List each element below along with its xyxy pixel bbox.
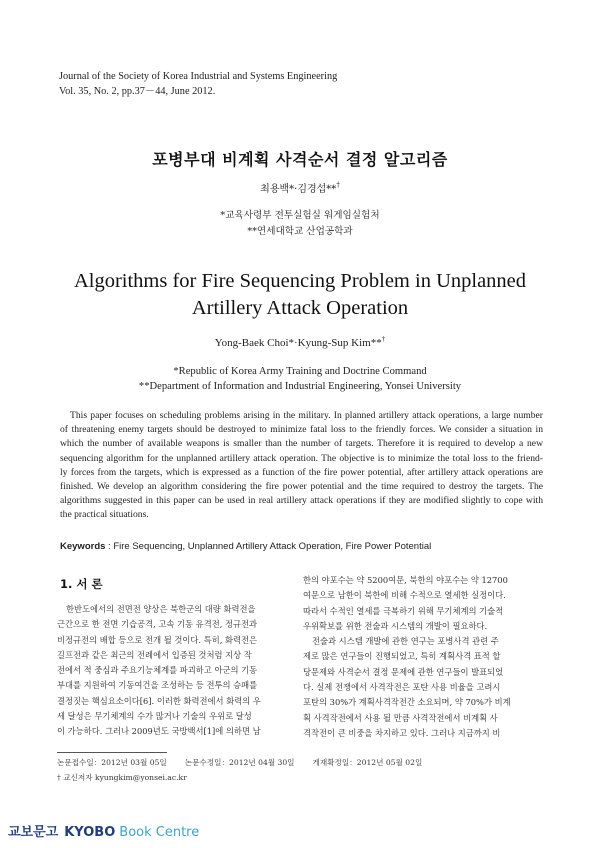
- body-line: 비정규전의 배합 등으로 전개 될 것이다. 특히, 화력전은: [57, 634, 258, 645]
- section-heading: 1. 서 론: [60, 577, 103, 591]
- abstract: [60, 409, 543, 523]
- body-line: 당문제와 사격순서 결정 문제에 관한 연구들이 발표되었: [303, 666, 504, 677]
- english-affiliations: [0, 364, 600, 394]
- korean-affiliation-2: **연세대학교 산업공학과: [247, 226, 353, 237]
- abstract-line: ly forces from the targets, which is expressed as a function of the fire power potential, after artillery attack operations are: [60, 466, 543, 478]
- body-line: 우위확보를 위한 전술과 시스템의 개발이 필요하다.: [303, 620, 488, 631]
- body-line: 근간으로 한 전면 기습공격, 고속 기동 유격전, 정규전과: [57, 619, 258, 630]
- english-title: [0, 268, 600, 322]
- body-line: 다. 실제 전쟁에서 사격작전은 포탄 사용 비율을 고려시: [303, 682, 501, 693]
- abstract-line: which the number of available weapons is smaller than the number of targets. Therefore it is required to develop a new: [60, 438, 543, 450]
- abstract-line: of threatening enemy targets should be destroyed to minimize fatal loss to the friendly forces. We consider a situation in: [60, 424, 543, 436]
- abstract-line: sequencing algorithm for the unplanned artillery attack operation. The objective is to minimize the total loss to the friend-: [60, 452, 543, 464]
- body-line: 부대를 지원하여 기동여건을 조성하는 등 전투의 승패를: [57, 680, 258, 691]
- body-line: 결정짓는 핵심요소이다[6]. 이러한 화력전에서 화력의 우: [57, 695, 261, 706]
- body-line: 세 달성은 무기체계의 수가 많거나 기술의 우위로 달성: [57, 711, 252, 722]
- abstract-line: algorithms suggested in this paper can be used in real artillery attack operations if they are modified slightly to cope with: [60, 495, 543, 507]
- english-authors: [0, 337, 600, 349]
- body-line: 따라서 수적인 열세를 극복하기 위해 무기체계의 기술적: [303, 605, 504, 616]
- body-line: 전에서 적 중심과 주요기능체계를 파괴하고 아군의 기동: [57, 665, 258, 676]
- english-author-names: Yong-Baek Choi*·Kyung-Sup Kim**: [214, 337, 382, 349]
- body-line: 격작전이 큰 비중을 차지하고 있다. 그러나 지금까지 비: [303, 727, 501, 738]
- korean-author-names: 최용백*·김경섭**: [260, 184, 337, 195]
- english-affiliation-1: *Republic of Korea Army Training and Doctrine Command: [173, 366, 427, 377]
- body-line: 제로 많은 연구들이 진행되었고, 특히 계획사격 표적 할: [303, 651, 501, 662]
- body-line: 길프전과 같은 최근의 전례에서 입증된 것처럼 지상 작: [57, 649, 252, 660]
- body-line: 전술과 시스템 개발에 관한 연구는 포병사격 관련 주: [312, 636, 499, 647]
- journal-volume: Vol. 35, No. 2, pp.37－44, June 2012.: [59, 85, 216, 97]
- abstract-line: finished. We develop an algorithm considering the fire power potential and the time required to destroy the targets. The: [60, 481, 543, 493]
- keywords-text: : Fire Sequencing, Unplanned Artillery Attack Operation, Fire Power Potential: [108, 541, 432, 552]
- journal-name: Journal of the Society of Korea Industrial and Systems Engineering: [59, 71, 338, 82]
- body-line: 포탄의 30%가 계획사격작전간 소요되며, 약 70%가 비계: [303, 697, 511, 708]
- keywords-label: Keywords: [60, 541, 106, 552]
- kyobo-logo: [8, 821, 199, 840]
- abstract-line: This paper focuses on scheduling problems arising in the military. In planned artillery attack operations, a large number: [70, 410, 543, 421]
- body-line: 여문으로 남한이 북한에 비해 수적으로 열세한 실정이다.: [303, 590, 506, 601]
- logo-kyobo: KYOBO: [64, 825, 116, 840]
- english-affiliation-2: **Department of Information and Industrial Engineering, Yonsei University: [138, 381, 462, 392]
- body-line: 한의 야포수는 약 5200여문, 북한의 야포수는 약 12700: [303, 575, 508, 585]
- logo-bookcentre: Book Centre: [119, 825, 200, 840]
- footnote-dates: [57, 757, 440, 768]
- body-line: 이 가능하다. 그러나 2009년도 국방백서[1]에 의하면 남: [57, 726, 261, 737]
- body-line: 획 사격작전에서 사용 될 만큼 사격작전에서 비계획 사: [303, 712, 498, 723]
- footnote-corresponding: † 교신저자 kyungkim@yonsei.ac.kr: [57, 773, 187, 782]
- abstract-line: the practical situations.: [60, 509, 149, 521]
- body-column-right: [303, 573, 551, 741]
- english-title-line-2: Artillery Attack Operation: [191, 297, 409, 319]
- accepted-date: 게재확정일：2012년 05월 02일: [312, 758, 423, 767]
- received-date: 논문접수일：2012년 03월 05일: [57, 758, 167, 767]
- body-line: 한반도에서의 전면전 양상은 북한군의 대량 화력전을: [66, 604, 256, 614]
- korean-affiliations: [0, 208, 600, 240]
- journal-header: [59, 70, 337, 99]
- logo-korean: 교보문고: [8, 825, 59, 840]
- footnote-divider: [57, 752, 167, 753]
- korean-title: 포병부대 비계획 사격순서 결정 알고리즘: [152, 150, 448, 169]
- revised-date: 논문수정일：2012년 04월 30일: [184, 758, 295, 767]
- korean-authors: [0, 180, 600, 195]
- keywords: [60, 541, 431, 552]
- english-title-line-1: Algorithms for Fire Sequencing Problem in Unplanned: [73, 270, 527, 292]
- corresponding-mark: †: [381, 335, 386, 343]
- body-column-left: [57, 602, 305, 740]
- corresponding-mark: †: [336, 181, 340, 189]
- korean-affiliation-1: *교육사령부 전투실험실 워게임실험처: [220, 210, 380, 221]
